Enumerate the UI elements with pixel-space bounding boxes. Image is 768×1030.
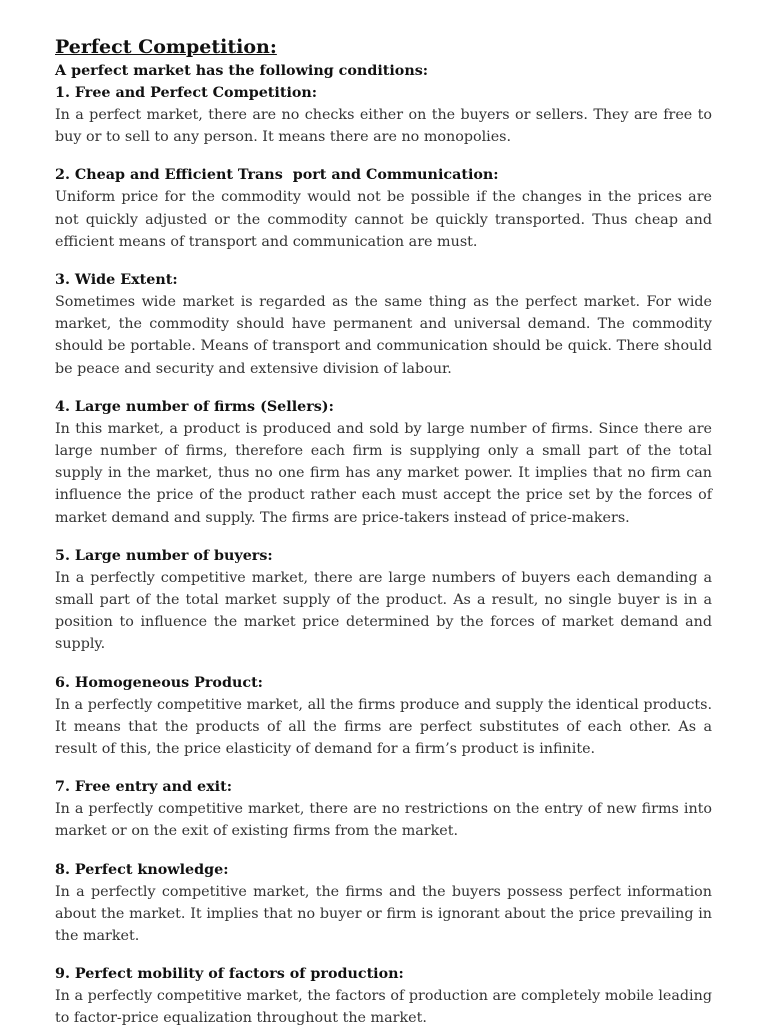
section-heading: 2. Cheap and Efficient Trans port and Communication: — [55, 167, 499, 184]
section-body: In a perfectly competitive market, there are no restrictions on the entry of new firms into market or on the exit of existing firms from the market. — [55, 801, 712, 840]
intro-text: A perfect market has the following conditions: — [55, 63, 429, 79]
section-1 — [55, 82, 712, 148]
section-heading: 3. Wide Extent: — [55, 272, 178, 289]
section-2 — [55, 164, 712, 253]
section-3 — [55, 269, 712, 380]
section-4 — [55, 396, 712, 529]
section-body: In a perfectly competitive market, the firms and the buyers possess perfect information about the market. It implies that no buyer or firm is ignorant about the price prevailing in the market. — [55, 883, 712, 945]
section-body: In this market, a product is produced and sold by large number of firms. Since there are large number of firms, therefore each firm is supplying only a small part of the total supply in the market, thus no one firm has any market power. It implies that no firm can influence the price of the product rather each must accept the price set by the forces of market demand and supply. The firms are price-takers instead of price-makers. — [55, 420, 712, 526]
document-title: Perfect Competition: — [55, 36, 277, 58]
section-5 — [55, 545, 712, 656]
section-heading: 8. Perfect knowledge: — [55, 861, 229, 878]
section-6 — [55, 672, 712, 761]
section-body: In a perfectly competitive market, there are large numbers of buyers each demanding a small part of the total market supply of the product. As a result, no single buyer is in a position to influence the market price determined by the forces of market demand and supply. — [55, 569, 712, 653]
section-body: Uniform price for the commodity would not be possible if the changes in the prices are not quickly adjusted or the commodity cannot be quickly transported. Thus cheap and efficient means of transport and communication are must. — [55, 189, 712, 250]
section-8 — [55, 859, 712, 948]
section-heading: 5. Large number of buyers: — [55, 547, 273, 564]
section-7 — [55, 776, 712, 842]
section-heading: 7. Free entry and exit: — [55, 779, 232, 796]
section-9 — [55, 963, 712, 1029]
section-body: In a perfectly competitive market, the factors of production are completely mobile leading to factor-price equalization throughout the market. — [55, 988, 712, 1027]
section-body: Sometimes wide market is regarded as the same thing as the perfect market. For wide market, the commodity should have permanent and universal demand. The commodity should be portable. Means of transport and communication should be quick. There should be peace and security and extensive division of labour. — [55, 294, 712, 377]
section-heading: 4. Large number of firms (Sellers): — [55, 398, 334, 415]
section-body: In a perfectly competitive market, all the firms produce and supply the identical products. It means that the products of all the firms are perfect substitutes of each other. As a result of this, the price elasticity of demand for a firm’s product is infinite. — [55, 696, 712, 758]
section-heading: 1. Free and Perfect Competition: — [55, 85, 318, 101]
section-heading: 6. Homogeneous Product: — [55, 674, 263, 691]
section-heading: 9. Perfect mobility of factors of production: — [55, 966, 404, 983]
section-body: In a perfect market, there are no checks either on the buyers or sellers. They are free to buy or to sell to any person. It means there are no monopolies. — [55, 107, 712, 146]
